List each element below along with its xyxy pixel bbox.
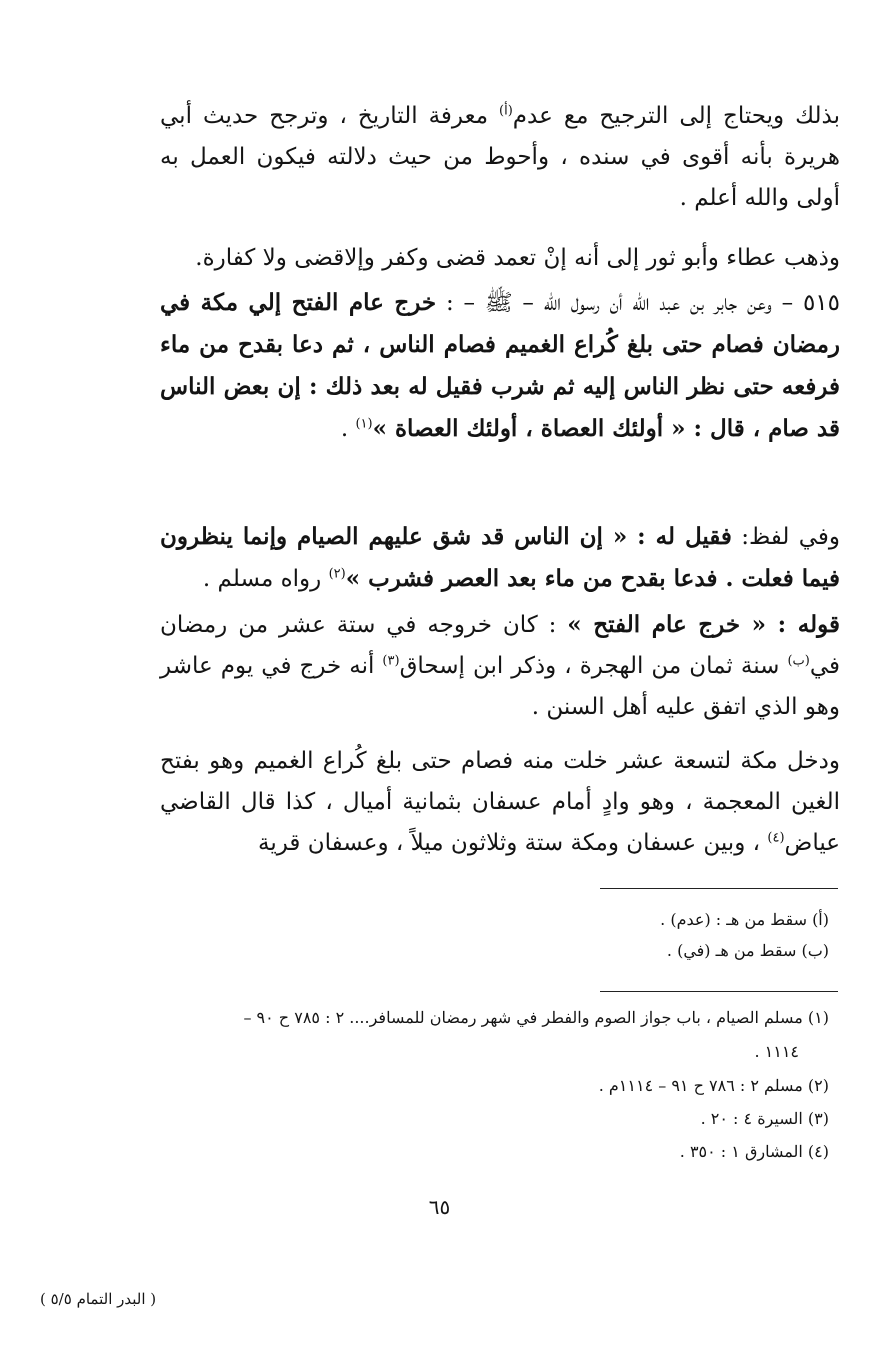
commentary-paragraph-2	[160, 741, 840, 864]
alternate-wording-end: رواه مسلم .	[202, 566, 329, 592]
footnote-divider-bottom	[600, 991, 838, 992]
paragraph-alternate-wording	[160, 516, 840, 600]
commentary-text-1: : كان خروجه في ستة عشر من رمضان في	[160, 612, 840, 679]
hadith-515	[160, 282, 840, 450]
variant-note-b: (ب) سقط من هـ (في) .	[666, 941, 829, 960]
footnote-ref-3: (٣)	[382, 653, 400, 669]
paragraph-1-rest: معرفة التاريخ ، وترجح حديث أبي هريرة بأنه أقوى في سنده ، وأحوط من حيث دلالته فيكون العمل به أولى والله أعلم .	[160, 103, 840, 211]
commentary-2-text-1: ودخل مكة لتسعة عشر خلت منه فصام حتى بلغ كُراع الغميم وهو بفتح الغين المعجمة ، وهو وادٍ أمام عسفان بثمانية أميال ، كذا قال القاضي عياض	[160, 748, 840, 856]
signature-mark: ( البدر التمام ٥/٥ )	[40, 1290, 157, 1308]
variant-note-b-marker: (ب)	[787, 653, 810, 669]
variant-note-a-marker: (أ)	[499, 103, 513, 119]
commentary-text-3: أنه خرج في يوم عاشر وهو الذي اتفق عليه أهل السنن .	[160, 653, 840, 720]
alternate-wording-intro: وفي لفظ:	[731, 524, 840, 550]
footnote-ref-2: (٢)	[328, 566, 346, 582]
footnote-ref-1: (١)	[355, 416, 373, 432]
hadith-515-text: خرج عام الفتح إلي مكة في رمضان فصام حتى بلغ كُراع الغميم فصام الناس ، ثم دعا بقدح من ماء فرفعه حتى نظر الناس إليه ثم شرب فقيل له بعد ذلك : إن بعض الناس قد صام ، قال : « أولئك العصاة ، أولئك العصاة »	[160, 289, 840, 442]
footnote-1-continuation: ١١١٤ .	[754, 1042, 799, 1061]
hadith-515-intro: ٥١٥ – وعن جابر بن عبد الله أن رسول الله – ﷺ – :	[436, 290, 840, 316]
paragraph-1-text: بذلك ويحتاج إلى الترجيح مع عدم	[512, 103, 840, 129]
commentary-2-text-2: ، وبين عسفان ومكة ستة وثلاثون ميلاً ، وعسفان قرية	[257, 830, 768, 856]
footnote-2: (٢) مسلم ٢ : ٧٨٦ ح ٩١ – ١١١٤م .	[598, 1076, 829, 1095]
footnote-1: (١) مسلم الصيام ، باب جواز الصوم والفطر في شهر رمضان للمسافر.... ٢ : ٧٨٥ ح ٩٠ –	[243, 1008, 829, 1027]
footnote-3: (٣) السيرة ٤ : ٢٠ .	[700, 1109, 829, 1128]
alternate-wording-text: فقيل له : « إن الناس قد شق عليهم الصيام وإنما ينظرون فيما فعلت . فدعا بقدح من ماء بعد العصر فشرب »	[160, 523, 840, 592]
commentary-text-2: سنة ثمان من الهجرة ، وذكر ابن إسحاق	[399, 653, 788, 679]
footnote-ref-4: (٤)	[767, 830, 785, 846]
commentary-label: قوله : « خرج عام الفتح »	[567, 611, 840, 638]
footnote-4: (٤) المشارق ١ : ٣٥٠ .	[679, 1142, 829, 1161]
variant-note-a: (أ) سقط من هـ : (عدم) .	[660, 910, 829, 929]
page-number: ٦٥	[428, 1195, 451, 1219]
hadith-515-end: .	[340, 416, 356, 442]
commentary-paragraph-1	[160, 604, 840, 728]
paragraph-2	[160, 238, 840, 279]
paragraph-2-text: وذهب عطاء وأبو ثور إلى أنه إنْ تعمد قضى وكفر وإلاقضى ولا كفارة.	[195, 245, 840, 271]
footnote-divider-top	[600, 888, 838, 889]
paragraph-1	[160, 96, 840, 219]
